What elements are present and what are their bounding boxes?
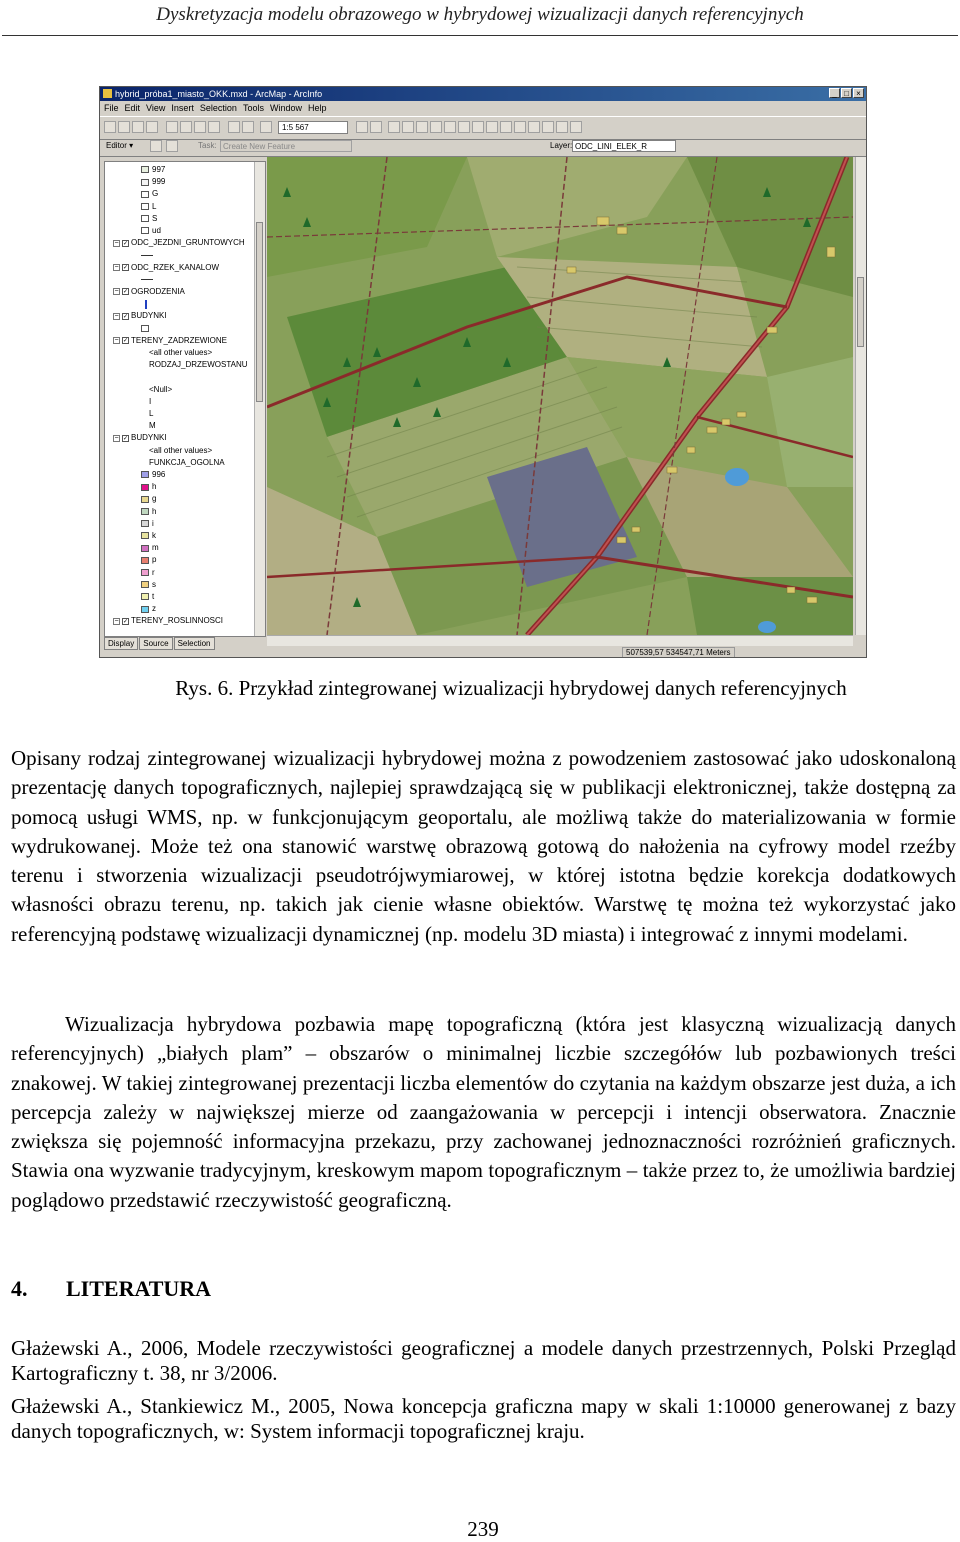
toc-item-label: 999 [152, 177, 166, 187]
toc-item[interactable] [113, 262, 219, 274]
expand-collapse-icon[interactable]: − [114, 434, 119, 442]
toc-item[interactable] [113, 615, 223, 627]
toc-scrollbar[interactable] [254, 162, 265, 636]
new-icon[interactable] [104, 121, 116, 133]
toc-item-label: BUDYNKI [131, 311, 167, 321]
legend-swatch [141, 569, 149, 576]
toc-item-label: k [152, 531, 156, 540]
legend-swatch [141, 179, 149, 186]
paragraph-1: Opisany rodzaj zintegrowanej wizualizacji hybrydowej można z powodzeniem zastosować jako udoskonaloną prezentację danych topograficznych, najlepiej sprawdzającą się w publikacji elektronicznej, także dostępną za pomocą usługi WMS, np. w funkcjonującym geoportalu, ale możliwą także do materializowania w formie wydrukowanej. Może też ona stanowić warstwę obrazową gotową do nałożenia na cyfrowy model rzeźby terenu i stworzenia wizualizacji pseudotrójwymiarowej, w której istotna będzie korekcja dodatkowych własności obrazu terenu, np. takich jak cienie własne obiektów. Warstwę tę można też wykorzystać jako referencyjną podstawę wizualizacji dynamicznej (np. modelu 3D miasta) i integrować z innymi modelami. [11, 746, 956, 946]
menu-selection[interactable]: Selection [199, 103, 237, 113]
full-extent-icon[interactable] [458, 121, 470, 133]
arcmap-app-icon [103, 89, 112, 98]
print-icon[interactable] [146, 121, 158, 133]
tab-selection[interactable]: Selection [174, 637, 215, 650]
layer-visibility-checkbox[interactable]: ✓ [123, 313, 129, 320]
expand-collapse-icon[interactable]: − [114, 288, 119, 296]
legend-swatch [141, 520, 149, 527]
toc-item-label: r [152, 567, 155, 577]
undo-icon[interactable] [228, 121, 240, 133]
editor-toolbar [100, 138, 866, 157]
reference-1: Głażewski A., 2006, Modele rzeczywistości geograficznej a modele danych przestrzennych, Polski Przegląd Kartograficzny t. 38, nr 3/2006. [11, 1336, 956, 1385]
toc-item-label: L [149, 409, 154, 418]
layer-visibility-checkbox[interactable]: ✓ [123, 435, 129, 442]
toc-item[interactable] [113, 237, 245, 249]
layer-visibility-checkbox[interactable]: ✓ [123, 264, 129, 271]
toc-item-label: M [149, 421, 156, 431]
toc-item[interactable] [141, 298, 147, 310]
toc-item[interactable] [141, 188, 158, 200]
paragraph-2: Wizualizacja hybrydowa pozbawia mapę topograficzną (która jest klasyczną wizualizacją danych referencyjnych) „białych plam” – obszarów o minimalnej liczbie szczegółów lub pozbawionych treści znakowej. W takiej zintegrowanej prezentacji liczba elementów do czytania na każdym obszarze jest duża, a ich percepcja zależy w największej mierze od zaangażowania w percepcji i intencji obserwatora. Znacznie zwiększa się pojemność informacyjna przekazu, przy zachowanej jednoznaczności rozróżnień graficznych. Stawia ona wyzwanie tradycyjnym, kreskowym mapom topograficznym – także przez to, że umożliwia bardziej poglądowo przedstawić rzeczywistość geograficzną. [11, 1012, 956, 1212]
menu-tools[interactable]: Tools [242, 103, 264, 113]
legend-swatch [141, 557, 149, 564]
legend-swatch [141, 166, 149, 173]
expand-collapse-icon[interactable]: − [114, 263, 119, 271]
page-number: 239 [467, 1517, 499, 1541]
editor-menu[interactable]: Editor ▾ [106, 141, 134, 150]
legend-swatch [141, 203, 149, 210]
toc-item[interactable] [141, 274, 156, 286]
toc-item-label: <all other values> [149, 445, 213, 455]
legend-swatch [141, 471, 149, 478]
toc-item[interactable] [141, 506, 156, 518]
toc-item[interactable] [113, 335, 227, 347]
window-controls [829, 88, 864, 98]
toc-item-label: p [152, 555, 157, 565]
legend-line-symbol [141, 279, 153, 280]
toc-item-label: L [152, 201, 157, 211]
toc-item[interactable] [149, 396, 151, 408]
toc-item-label: m [152, 543, 159, 553]
back-extent-icon[interactable] [472, 121, 484, 133]
window-title: hybrid_próba1_miasto_OKK.mxd - ArcMap - ArcInfo [115, 89, 323, 99]
toc-item-label: ODC_JEZDNI_GRUNTOWYCH [131, 238, 245, 248]
fixed-zoom-out-icon[interactable] [430, 121, 442, 133]
menu-window[interactable]: Window [269, 103, 302, 113]
toc-item[interactable] [141, 249, 156, 261]
legend-line-symbol [141, 255, 153, 256]
minimize-button[interactable]: _ [829, 88, 840, 98]
toc-item[interactable] [141, 225, 161, 237]
measure-icon[interactable] [556, 121, 568, 133]
toc-item[interactable] [141, 493, 156, 505]
toc-item-label: OGRODZENIA [131, 287, 185, 296]
toc-item[interactable] [149, 408, 153, 420]
toc-item-label: <all other values> [149, 348, 213, 357]
toc-item[interactable] [149, 457, 225, 469]
reference-2: Głażewski A., Stankiewicz M., 2005, Nowa koncepcja graficzna mapy w skali 1:10000 generowanej z bazy danych topograficznych, w: System informacji topograficznej kraju. [11, 1394, 956, 1443]
toc-scroll-thumb[interactable] [256, 222, 263, 402]
save-icon[interactable] [132, 121, 144, 133]
maximize-button[interactable]: □ [841, 88, 852, 98]
standard-toolbar [100, 116, 866, 140]
toc-item[interactable] [149, 420, 156, 432]
menu-file[interactable]: File [104, 103, 119, 113]
section-number: 4. [11, 1276, 28, 1301]
toc-item[interactable] [141, 323, 152, 335]
toc-item-label: h [152, 482, 157, 492]
map-scale-input[interactable]: 1:5 567 [278, 121, 348, 134]
expand-collapse-icon[interactable]: − [114, 337, 119, 345]
toc-item[interactable] [113, 432, 167, 444]
toc-item-label: RODZAJ_DRZEWOSTANU [149, 360, 248, 370]
layer-visibility-checkbox[interactable]: ✓ [123, 289, 129, 296]
legend-swatch [141, 227, 149, 234]
toc-item[interactable] [141, 554, 156, 566]
toc-item-label: ud [152, 226, 161, 235]
map-vscroll-thumb[interactable] [857, 277, 864, 347]
copy-icon[interactable] [180, 121, 192, 133]
pond [758, 621, 776, 633]
legend-swatch [141, 545, 149, 552]
toc-item-label: i [152, 518, 154, 528]
menubar [100, 101, 867, 115]
task-label: Task: [198, 141, 217, 150]
section-title: LITERATURA [66, 1276, 212, 1301]
pan-icon[interactable] [444, 121, 456, 133]
task-dropdown[interactable]: Create New Feature [220, 140, 352, 152]
toc-item[interactable] [141, 164, 165, 176]
select-features-icon[interactable] [500, 121, 512, 133]
toc-item-label: h [152, 506, 157, 516]
figure-caption: Rys. 6. Przykład zintegrowanej wizualizacji hybrydowej danych referencyjnych [175, 676, 847, 700]
toc-item-label: BUDYNKI [131, 433, 167, 443]
menu-view[interactable]: View [146, 103, 166, 113]
hyperlink-icon[interactable] [570, 121, 582, 133]
open-icon[interactable] [118, 121, 130, 133]
toc-item[interactable] [141, 213, 157, 225]
layer-visibility-checkbox[interactable]: ✓ [123, 338, 129, 345]
toc-item-label: TERENY_ROSLINNOSCI [131, 616, 224, 626]
legend-swatch [141, 508, 149, 515]
layer-visibility-checkbox[interactable]: ✓ [123, 240, 129, 247]
tab-source[interactable]: Source [139, 637, 172, 650]
toc-item[interactable] [149, 445, 212, 457]
toc-item[interactable] [149, 384, 172, 396]
expand-collapse-icon[interactable]: − [114, 312, 119, 320]
map-vertical-scrollbar[interactable] [855, 157, 866, 635]
toc-item[interactable] [141, 469, 165, 481]
expand-collapse-icon[interactable]: − [114, 239, 119, 247]
toc-item[interactable] [113, 310, 167, 322]
menu-insert[interactable]: Insert [171, 103, 194, 113]
delete-icon[interactable] [208, 121, 220, 133]
toc-item[interactable] [141, 603, 156, 615]
target-layer-label: Layer: [550, 141, 573, 150]
toc-item[interactable] [141, 591, 154, 603]
toc-item-label: 997 [152, 165, 166, 174]
menu-help[interactable]: Help [307, 103, 327, 113]
toc-item[interactable] [141, 567, 155, 579]
fixed-zoom-in-icon[interactable] [416, 121, 428, 133]
running-header: Dyskretyzacja modelu obrazowego w hybrydowej wizualizacji danych referencyjnych [156, 4, 804, 25]
toc-item-label: S [152, 213, 158, 223]
forward-extent-icon[interactable] [486, 121, 498, 133]
toc-item-label: t [152, 592, 155, 601]
zoom-out-icon[interactable] [402, 121, 414, 133]
toc-item-label: s [152, 579, 156, 589]
edit-tool-icon[interactable] [150, 140, 162, 152]
map-horizontal-scrollbar[interactable] [267, 635, 853, 646]
coordinate-readout: 507539,57 534547,71 Meters [622, 647, 735, 658]
find-icon[interactable] [542, 121, 554, 133]
close-button[interactable]: × [853, 88, 864, 98]
table-of-contents [104, 161, 266, 637]
toc-item-label: G [152, 189, 159, 199]
toc-item[interactable] [141, 481, 156, 493]
toc-item-label: z [152, 604, 156, 614]
editor-toolbar-icon[interactable] [356, 121, 368, 133]
menu-edit[interactable]: Edit [124, 103, 141, 113]
add-data-icon[interactable] [260, 121, 272, 133]
identify-icon[interactable] [528, 121, 540, 133]
legend-swatch [141, 606, 149, 613]
toc-item[interactable] [113, 286, 185, 298]
toc-item-label: g [152, 494, 157, 504]
toc-item-label: TERENY_ZADRZEWIONE [131, 335, 228, 345]
legend-swatch [141, 496, 149, 503]
map-view[interactable] [267, 157, 853, 635]
header-rule [2, 35, 958, 36]
zoom-in-icon[interactable] [388, 121, 400, 133]
legend-swatch [141, 484, 149, 491]
toc-item[interactable] [141, 579, 156, 591]
layer-visibility-checkbox[interactable]: ✓ [123, 618, 129, 625]
legend-swatch [141, 593, 149, 600]
toc-item[interactable] [149, 359, 248, 371]
toc-item-label: FUNKCJA_OGOLNA [149, 457, 225, 467]
toc-item[interactable] [141, 518, 154, 530]
arctoolbox-icon[interactable] [370, 121, 382, 133]
cut-icon[interactable] [166, 121, 178, 133]
legend-swatch [141, 191, 149, 198]
sketch-tool-icon[interactable] [166, 140, 178, 152]
legend-swatch [141, 532, 149, 539]
section-heading [11, 1276, 211, 1302]
window-titlebar [100, 87, 866, 101]
hybrid-map-image [267, 157, 853, 635]
toc-item[interactable] [141, 201, 156, 213]
select-elements-icon[interactable] [514, 121, 526, 133]
toc-item-label: <Null> [149, 384, 173, 394]
toc-item[interactable] [141, 530, 156, 542]
toc-item[interactable] [141, 176, 165, 188]
pond [725, 468, 749, 486]
legend-swatch [141, 325, 149, 332]
toc-item-label: 996 [152, 470, 166, 479]
redo-icon[interactable] [242, 121, 254, 133]
toc-item-label: I [149, 396, 152, 406]
expand-collapse-icon[interactable]: − [114, 617, 119, 625]
toc-item[interactable] [141, 542, 159, 554]
legend-mark-symbol [145, 300, 147, 309]
target-layer-dropdown[interactable]: ODC_LINI_ELEK_R [572, 140, 676, 152]
legend-swatch [141, 215, 149, 222]
arcmap-screenshot [99, 86, 867, 658]
toc-item-label: ODC_RZEK_KANALOW [131, 262, 220, 272]
paste-icon[interactable] [194, 121, 206, 133]
tab-display[interactable]: Display [104, 637, 138, 650]
legend-swatch [141, 581, 149, 588]
toc-item[interactable] [149, 347, 212, 359]
status-bar [100, 646, 866, 658]
